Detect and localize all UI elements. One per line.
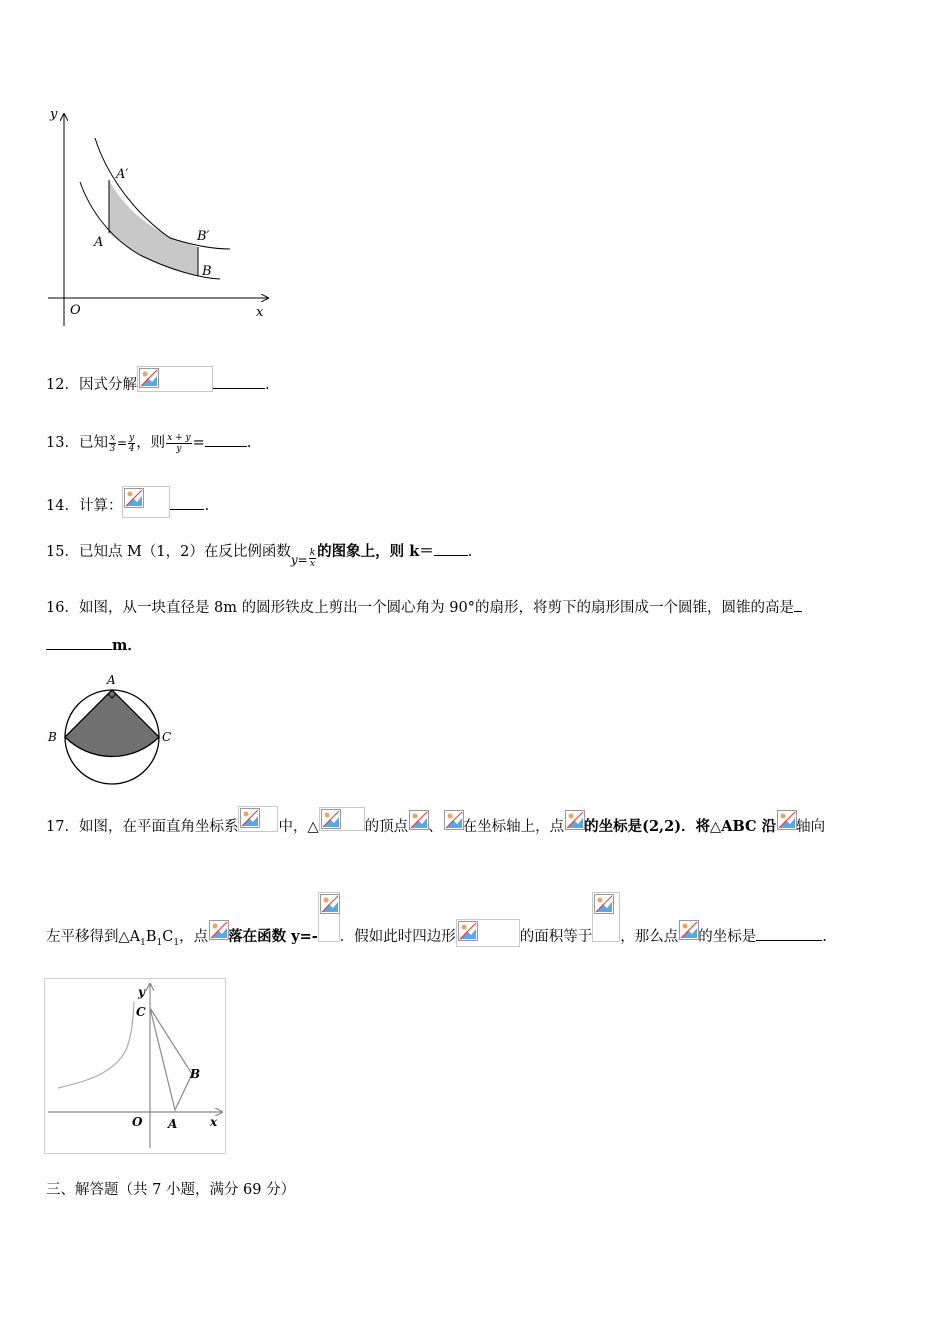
- question-16: [46, 596, 802, 618]
- q13-number: 13．: [46, 435, 79, 451]
- q17-l2-p4: ，点: [179, 929, 209, 945]
- q17-l2-p6: ．假如此时四边形: [339, 929, 456, 945]
- q13-text-before: 已知: [78, 435, 108, 451]
- q13-then: ，则: [136, 435, 166, 451]
- fig1-y-label: y: [50, 107, 58, 122]
- fraction-x-over-3: $\frac{x}{3}$: [109, 432, 116, 454]
- fig1-label-b: B: [202, 264, 212, 279]
- broken-image-icon: [678, 919, 698, 939]
- sector: [65, 690, 159, 756]
- q15-number: 15．: [46, 544, 79, 560]
- broken-image-icon: [443, 809, 463, 829]
- q17-p6: 的坐标是(2,2)．将△ABC 沿: [584, 818, 777, 835]
- q15-text-after: 的图象上，则 k＝: [317, 543, 434, 560]
- q14-text: 计算：: [78, 498, 123, 514]
- fig3-label-c: C: [136, 1005, 146, 1019]
- section-3-title: 三、解答题（共 7 小题，满分 69 分）: [46, 1182, 296, 1198]
- q13-result-eq: =: [192, 435, 205, 451]
- question-17-line-1: [46, 814, 825, 840]
- broken-image-icon: [319, 807, 365, 831]
- fig3-label-b: B: [190, 1067, 201, 1081]
- q15-func-y: y: [290, 553, 298, 567]
- q17-p1: 如图，在平面直角坐标系: [78, 819, 239, 835]
- section-3-heading: [46, 1180, 295, 1200]
- figure-triangle-coordinate: [44, 978, 226, 1154]
- q12-text: 因式分解: [78, 377, 137, 393]
- q12-number: 12．: [46, 377, 79, 393]
- q13-end: .: [246, 435, 252, 451]
- q15-text-before: 已知点 M（1，2）在反比例函数: [78, 544, 291, 560]
- q15-end: .: [467, 544, 473, 560]
- broken-image-icon: [318, 892, 340, 942]
- q14-end: .: [204, 498, 210, 514]
- q17-p2: 中，△: [278, 819, 319, 835]
- figure-circle-sector: [42, 668, 182, 790]
- question-16-tail: [46, 634, 142, 656]
- broken-image-icon: [456, 919, 520, 947]
- q16-number: 16．: [46, 600, 79, 616]
- broken-image-icon: [122, 486, 170, 518]
- q17-p5: 在坐标轴上，点: [462, 819, 565, 835]
- fig3-label-a: A: [168, 1117, 178, 1131]
- q17-l2-p1: 左平移得到△A: [46, 929, 141, 945]
- fig2-label-c: C: [162, 730, 172, 744]
- fig2-label-a: A: [107, 673, 116, 687]
- fig1-label-a: A: [94, 235, 104, 250]
- broken-image-icon: [238, 806, 278, 832]
- fraction-xy-over-y: $\frac{x + y}{y}$: [167, 432, 191, 454]
- fraction-k-over-x: $\frac{k}{x}$: [309, 547, 316, 569]
- question-14: [46, 490, 209, 522]
- figure-inverse-curves: [40, 100, 280, 330]
- broken-image-icon: [776, 809, 796, 829]
- q17-l2-p2: B: [145, 929, 157, 945]
- q14-number: 14．: [46, 498, 79, 514]
- fig1-x-label: x: [256, 305, 264, 320]
- broken-image-icon: [137, 366, 213, 392]
- q17-p4: 、: [428, 819, 443, 835]
- q17-p3: 的顶点: [364, 819, 409, 835]
- q17-sub1: 1: [140, 937, 146, 948]
- broken-image-icon: [408, 809, 428, 829]
- fig1-origin-label: O: [70, 303, 81, 318]
- question-13: [46, 431, 251, 454]
- question-17-line-2: [46, 912, 827, 962]
- fig2-label-b: B: [48, 730, 57, 744]
- q17-l2-p9: 的坐标是: [698, 929, 757, 945]
- broken-image-icon: [208, 919, 228, 939]
- fig3-origin-label: O: [132, 1115, 143, 1129]
- broken-image-icon: [592, 892, 620, 942]
- broken-image-icon: [564, 809, 584, 829]
- q17-sub2: 1: [156, 937, 163, 948]
- q17-p7: 轴向: [796, 819, 826, 835]
- q17-l2-p3: C: [162, 929, 174, 945]
- fig1-label-a-prime: A′: [116, 167, 129, 182]
- question-12: [46, 372, 270, 398]
- q17-l2-p8: ，那么点: [620, 929, 679, 945]
- fig3-y-label: y: [138, 985, 145, 999]
- q12-end: .: [264, 377, 270, 393]
- fig1-label-b-prime: B′: [197, 229, 210, 244]
- q17-end: .: [822, 929, 827, 945]
- q16-tail: m．: [112, 637, 142, 654]
- question-15: [46, 540, 473, 569]
- q17-sub3: 1: [173, 937, 180, 948]
- q17-number: 17．: [46, 819, 79, 835]
- q17-l2-p5: 落在函数 y=-: [228, 928, 318, 945]
- q17-l2-p7: 的面积等于: [519, 929, 593, 945]
- q13-equals: =: [117, 436, 128, 450]
- q15-func-eq: =: [297, 553, 308, 567]
- q16-text: 如图，从一块直径是 8m 的圆形铁皮上剪出一个圆心角为 90°的扇形，将剪下的扇形围成一个圆锥，圆锥的高是: [78, 600, 794, 616]
- fig3-x-label: x: [210, 1115, 218, 1129]
- fraction-y-over-4: $\frac{y}{4}$: [128, 432, 135, 454]
